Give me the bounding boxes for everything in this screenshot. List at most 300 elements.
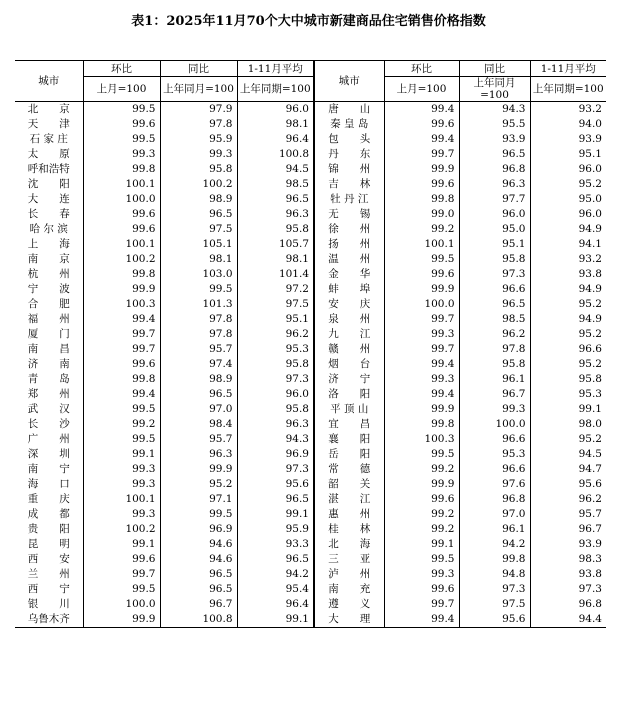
yoy-value: 99.5 — [160, 282, 237, 297]
city-name: 福 州 — [27, 313, 70, 325]
yoy-value: 99.3 — [160, 147, 237, 162]
city-name: 呼和浩特 — [27, 163, 70, 175]
col-group-mom-right: 环比 — [384, 61, 459, 77]
city-name: 襄 阳 — [314, 432, 384, 447]
avg-value: 93.9 — [530, 537, 606, 552]
city-name: 大 连 — [27, 193, 70, 205]
avg-value: 93.8 — [530, 267, 606, 282]
price-index-table — [15, 60, 606, 628]
avg-value: 97.3 — [530, 582, 606, 597]
mom-value: 99.8 — [83, 162, 160, 177]
avg-value: 95.9 — [237, 522, 314, 537]
yoy-value: 100.0 — [459, 417, 530, 432]
city-name: 银 川 — [27, 598, 70, 610]
yoy-value: 95.5 — [459, 117, 530, 132]
yoy-value: 96.5 — [459, 297, 530, 312]
mom-value: 99.7 — [384, 147, 459, 162]
table-row — [15, 612, 606, 628]
avg-value: 95.2 — [530, 432, 606, 447]
avg-value: 98.5 — [237, 177, 314, 192]
table-row — [15, 537, 606, 552]
avg-value: 100.8 — [237, 147, 314, 162]
mom-value: 100.1 — [83, 492, 160, 507]
yoy-value: 98.4 — [160, 417, 237, 432]
avg-value: 94.5 — [237, 162, 314, 177]
yoy-value: 96.8 — [459, 492, 530, 507]
table-row — [15, 402, 606, 417]
table-row — [15, 552, 606, 567]
mom-value: 99.4 — [83, 387, 160, 402]
mom-value: 99.5 — [83, 102, 160, 118]
yoy-value: 101.3 — [160, 297, 237, 312]
table-row — [15, 522, 606, 537]
avg-value: 95.0 — [530, 192, 606, 207]
city-name: 牡 丹 江 — [314, 192, 384, 207]
city-name: 湛 江 — [314, 492, 384, 507]
table-row — [15, 417, 606, 432]
city-name: 烟 台 — [314, 357, 384, 372]
yoy-value: 94.3 — [459, 102, 530, 118]
yoy-value: 97.9 — [160, 102, 237, 118]
mom-value: 100.1 — [83, 177, 160, 192]
avg-value: 96.4 — [237, 597, 314, 612]
yoy-value: 103.0 — [160, 267, 237, 282]
mom-value: 99.6 — [384, 177, 459, 192]
yoy-value: 99.5 — [160, 507, 237, 522]
city-name: 岳 阳 — [314, 447, 384, 462]
avg-value: 95.7 — [530, 507, 606, 522]
yoy-value: 97.3 — [459, 267, 530, 282]
yoy-value: 96.7 — [459, 387, 530, 402]
mom-value: 99.7 — [83, 567, 160, 582]
mom-value: 99.1 — [83, 537, 160, 552]
avg-value: 95.3 — [530, 387, 606, 402]
yoy-value: 95.7 — [160, 432, 237, 447]
table-row — [15, 492, 606, 507]
mom-value: 99.5 — [384, 552, 459, 567]
avg-value: 93.9 — [530, 132, 606, 147]
mom-value: 99.9 — [83, 612, 160, 628]
table-row — [15, 327, 606, 342]
city-name: 济 宁 — [314, 372, 384, 387]
city-name: 大 理 — [314, 612, 384, 628]
city-name: 上 海 — [27, 238, 70, 250]
yoy-value: 93.9 — [459, 132, 530, 147]
city-name: 昆 明 — [27, 538, 70, 550]
city-name: 天 津 — [27, 118, 70, 130]
city-name: 沈 阳 — [27, 178, 70, 190]
avg-value: 95.4 — [237, 582, 314, 597]
city-name: 秦 皇 岛 — [314, 117, 384, 132]
mom-value: 99.6 — [384, 582, 459, 597]
avg-value: 99.1 — [237, 612, 314, 628]
avg-value: 94.7 — [530, 462, 606, 477]
city-name: 唐 山 — [314, 102, 384, 118]
avg-value: 96.0 — [237, 387, 314, 402]
avg-value: 98.1 — [237, 252, 314, 267]
mom-value: 99.1 — [384, 537, 459, 552]
mom-value: 99.8 — [83, 372, 160, 387]
table-row — [15, 102, 606, 118]
city-name: 深 圳 — [27, 448, 70, 460]
city-name: 宜 昌 — [314, 417, 384, 432]
city-name: 徐 州 — [314, 222, 384, 237]
city-name: 杭 州 — [27, 268, 70, 280]
city-name: 兰 州 — [27, 568, 70, 580]
city-name: 泸 州 — [314, 567, 384, 582]
mom-value: 99.8 — [83, 267, 160, 282]
yoy-value: 98.1 — [160, 252, 237, 267]
table-row — [15, 132, 606, 147]
city-name: 郑 州 — [27, 388, 70, 400]
avg-value: 96.9 — [237, 447, 314, 462]
city-name: 重 庆 — [27, 493, 70, 505]
yoy-value: 97.0 — [160, 402, 237, 417]
city-name: 海 口 — [27, 478, 70, 490]
mom-value: 99.5 — [384, 252, 459, 267]
avg-value: 95.2 — [530, 297, 606, 312]
city-name: 广 州 — [27, 433, 70, 445]
city-name: 吉 林 — [314, 177, 384, 192]
avg-value: 96.7 — [530, 522, 606, 537]
table-row — [15, 297, 606, 312]
yoy-value: 95.8 — [459, 252, 530, 267]
mom-value: 99.9 — [83, 282, 160, 297]
avg-value: 95.1 — [237, 312, 314, 327]
yoy-value: 99.8 — [459, 552, 530, 567]
yoy-value: 97.5 — [459, 597, 530, 612]
mom-value: 99.4 — [384, 387, 459, 402]
city-name: 泉 州 — [314, 312, 384, 327]
avg-value: 94.9 — [530, 282, 606, 297]
yoy-value: 96.5 — [459, 147, 530, 162]
mom-value: 99.7 — [83, 342, 160, 357]
avg-value: 97.3 — [237, 462, 314, 477]
city-name: 厦 门 — [27, 328, 70, 340]
city-name: 宁 波 — [27, 283, 70, 295]
city-name: 成 都 — [27, 508, 70, 520]
avg-value: 96.8 — [530, 597, 606, 612]
yoy-value: 96.2 — [459, 327, 530, 342]
city-name: 贵 阳 — [27, 523, 70, 535]
yoy-value: 97.5 — [160, 222, 237, 237]
mom-value: 99.3 — [83, 477, 160, 492]
avg-value: 99.1 — [237, 507, 314, 522]
yoy-value: 99.3 — [459, 402, 530, 417]
mom-value: 99.6 — [83, 117, 160, 132]
yoy-value: 96.0 — [459, 207, 530, 222]
mom-value: 100.2 — [83, 522, 160, 537]
mom-value: 100.3 — [83, 297, 160, 312]
mom-value: 99.8 — [384, 192, 459, 207]
mom-value: 99.4 — [384, 357, 459, 372]
mom-value: 100.2 — [83, 252, 160, 267]
table-row — [15, 462, 606, 477]
mom-value: 99.9 — [384, 402, 459, 417]
avg-value: 95.3 — [237, 342, 314, 357]
city-name: 青 岛 — [27, 373, 70, 385]
mom-value: 99.0 — [384, 207, 459, 222]
city-name: 乌鲁木齐 — [15, 612, 83, 628]
avg-value: 96.4 — [237, 132, 314, 147]
avg-value: 105.7 — [237, 237, 314, 252]
avg-value: 96.3 — [237, 207, 314, 222]
city-name: 南 京 — [27, 253, 70, 265]
table-row — [15, 342, 606, 357]
avg-value: 95.2 — [530, 177, 606, 192]
avg-value: 98.0 — [530, 417, 606, 432]
city-name: 哈 尔 滨 — [29, 223, 68, 235]
avg-value: 94.5 — [530, 447, 606, 462]
yoy-value: 95.3 — [459, 447, 530, 462]
city-name: 长 沙 — [27, 418, 70, 430]
avg-value: 101.4 — [237, 267, 314, 282]
city-name: 洛 阳 — [314, 387, 384, 402]
city-name: 北 京 — [27, 103, 70, 115]
city-name: 石 家 庄 — [29, 133, 68, 145]
avg-value: 96.5 — [237, 192, 314, 207]
mom-value: 100.0 — [83, 192, 160, 207]
avg-value: 94.9 — [530, 222, 606, 237]
table-row — [15, 507, 606, 522]
mom-value: 99.2 — [384, 522, 459, 537]
yoy-value: 96.5 — [160, 567, 237, 582]
yoy-value: 97.0 — [459, 507, 530, 522]
table-row — [15, 477, 606, 492]
table-row — [15, 207, 606, 222]
avg-value: 95.8 — [237, 222, 314, 237]
mom-value: 100.0 — [384, 297, 459, 312]
mom-value: 99.5 — [83, 132, 160, 147]
yoy-value: 95.7 — [160, 342, 237, 357]
table-row — [15, 117, 606, 132]
city-name: 九 江 — [314, 327, 384, 342]
yoy-value: 98.9 — [160, 192, 237, 207]
mom-value: 99.3 — [384, 567, 459, 582]
table-row — [15, 597, 606, 612]
col-group-avg-right: 1-11月平均 — [530, 61, 606, 77]
mom-value: 99.3 — [384, 327, 459, 342]
avg-value: 96.0 — [237, 102, 314, 118]
col-sub-mom-right: 上月=100 — [384, 77, 459, 102]
mom-value: 99.1 — [83, 447, 160, 462]
table-row — [15, 177, 606, 192]
mom-value: 99.6 — [83, 222, 160, 237]
city-name: 西 宁 — [27, 583, 70, 595]
mom-value: 100.1 — [384, 237, 459, 252]
yoy-value: 97.1 — [160, 492, 237, 507]
avg-value: 94.3 — [237, 432, 314, 447]
mom-value: 99.9 — [384, 477, 459, 492]
city-name: 遵 义 — [314, 597, 384, 612]
city-name: 武 汉 — [27, 403, 70, 415]
city-name: 韶 关 — [314, 477, 384, 492]
avg-value: 96.0 — [530, 162, 606, 177]
yoy-value: 96.3 — [160, 447, 237, 462]
yoy-value: 105.1 — [160, 237, 237, 252]
avg-value: 93.8 — [530, 567, 606, 582]
mom-value: 99.6 — [384, 267, 459, 282]
yoy-value: 100.8 — [160, 612, 237, 628]
mom-value: 99.4 — [384, 132, 459, 147]
city-name: 北 海 — [314, 537, 384, 552]
yoy-value: 95.9 — [160, 132, 237, 147]
table-row — [15, 162, 606, 177]
yoy-value: 96.1 — [459, 522, 530, 537]
yoy-value: 97.8 — [160, 312, 237, 327]
city-name: 温 州 — [314, 252, 384, 267]
mom-value: 99.5 — [83, 402, 160, 417]
avg-value: 95.8 — [237, 402, 314, 417]
table-row — [15, 432, 606, 447]
city-name: 常 德 — [314, 462, 384, 477]
avg-value: 94.2 — [237, 567, 314, 582]
avg-value: 96.2 — [237, 327, 314, 342]
avg-value: 93.2 — [530, 252, 606, 267]
avg-value: 98.3 — [530, 552, 606, 567]
city-name: 蚌 埠 — [314, 282, 384, 297]
city-name: 西 安 — [27, 553, 70, 565]
yoy-value: 98.9 — [160, 372, 237, 387]
avg-value: 99.1 — [530, 402, 606, 417]
city-header-right: 城市 — [314, 61, 384, 102]
table-row — [15, 147, 606, 162]
mom-value: 99.7 — [384, 597, 459, 612]
yoy-value: 96.9 — [160, 522, 237, 537]
avg-value: 94.1 — [530, 237, 606, 252]
mom-value: 99.5 — [83, 432, 160, 447]
avg-value: 97.2 — [237, 282, 314, 297]
avg-value: 95.8 — [530, 372, 606, 387]
mom-value: 99.6 — [83, 357, 160, 372]
avg-value: 93.2 — [530, 102, 606, 118]
mom-value: 99.8 — [384, 417, 459, 432]
yoy-value: 94.8 — [459, 567, 530, 582]
city-name: 扬 州 — [314, 237, 384, 252]
mom-value: 100.0 — [83, 597, 160, 612]
avg-value: 95.8 — [237, 357, 314, 372]
city-name: 南 充 — [314, 582, 384, 597]
col-sub-avg-left: 上年同期=100 — [237, 77, 314, 102]
avg-value: 93.3 — [237, 537, 314, 552]
yoy-value: 94.2 — [459, 537, 530, 552]
mom-value: 99.3 — [384, 372, 459, 387]
yoy-value: 97.6 — [459, 477, 530, 492]
yoy-value: 96.6 — [459, 282, 530, 297]
yoy-value: 99.9 — [160, 462, 237, 477]
mom-value: 99.6 — [83, 207, 160, 222]
avg-value: 94.4 — [530, 612, 606, 628]
yoy-value: 95.6 — [459, 612, 530, 628]
city-name: 无 锡 — [314, 207, 384, 222]
yoy-value: 97.8 — [160, 327, 237, 342]
yoy-value: 96.5 — [160, 207, 237, 222]
city-name: 赣 州 — [314, 342, 384, 357]
mom-value: 99.2 — [384, 462, 459, 477]
yoy-value: 94.6 — [160, 537, 237, 552]
mom-value: 99.6 — [384, 492, 459, 507]
city-name: 太 原 — [27, 148, 70, 160]
avg-value: 96.6 — [530, 342, 606, 357]
table-row — [15, 447, 606, 462]
yoy-value: 96.1 — [459, 372, 530, 387]
mom-value: 99.6 — [384, 117, 459, 132]
yoy-value: 95.8 — [160, 162, 237, 177]
table-body — [15, 102, 606, 628]
yoy-value: 96.3 — [459, 177, 530, 192]
table-row — [15, 582, 606, 597]
mom-value: 99.2 — [384, 507, 459, 522]
city-name: 平 顶 山 — [314, 402, 384, 417]
yoy-value: 97.8 — [160, 117, 237, 132]
table-title: 表1：2025年11月70个大中城市新建商品住宅销售价格指数 — [131, 14, 486, 29]
avg-value: 96.5 — [237, 492, 314, 507]
avg-value: 96.0 — [530, 207, 606, 222]
mom-value: 99.7 — [384, 312, 459, 327]
mom-value: 99.3 — [83, 507, 160, 522]
avg-value: 97.5 — [237, 297, 314, 312]
mom-value: 99.6 — [83, 552, 160, 567]
mom-value: 99.2 — [384, 222, 459, 237]
mom-value: 99.3 — [83, 462, 160, 477]
col-group-avg-left: 1-11月平均 — [237, 61, 314, 77]
col-group-yoy-right: 同比 — [459, 61, 530, 77]
mom-value: 99.5 — [384, 447, 459, 462]
table-row — [15, 192, 606, 207]
table-row — [15, 282, 606, 297]
mom-value: 99.4 — [384, 612, 459, 628]
mom-value: 99.4 — [384, 102, 459, 118]
col-group-mom-left: 环比 — [83, 61, 160, 77]
table-row — [15, 252, 606, 267]
avg-value: 95.6 — [237, 477, 314, 492]
yoy-value: 98.5 — [459, 312, 530, 327]
yoy-value: 100.2 — [160, 177, 237, 192]
col-group-yoy-left: 同比 — [160, 61, 237, 77]
col-sub-yoy-left: 上年同月=100 — [160, 77, 237, 102]
mom-value: 99.7 — [83, 327, 160, 342]
avg-value: 94.9 — [530, 312, 606, 327]
table-row — [15, 312, 606, 327]
city-name: 安 庆 — [314, 297, 384, 312]
city-name: 金 华 — [314, 267, 384, 282]
col-sub-mom-left: 上月=100 — [83, 77, 160, 102]
avg-value: 96.2 — [530, 492, 606, 507]
table-row — [15, 357, 606, 372]
city-name: 三 亚 — [314, 552, 384, 567]
avg-value: 95.6 — [530, 477, 606, 492]
city-name: 锦 州 — [314, 162, 384, 177]
mom-value: 100.1 — [83, 237, 160, 252]
avg-value: 98.1 — [237, 117, 314, 132]
avg-value: 94.0 — [530, 117, 606, 132]
city-name: 桂 林 — [314, 522, 384, 537]
mom-value: 100.3 — [384, 432, 459, 447]
avg-value: 95.2 — [530, 327, 606, 342]
table-row — [15, 387, 606, 402]
yoy-value: 95.2 — [160, 477, 237, 492]
city-name: 惠 州 — [314, 507, 384, 522]
city-name: 南 宁 — [27, 463, 70, 475]
table-row — [15, 222, 606, 237]
yoy-value: 97.8 — [459, 342, 530, 357]
yoy-value: 96.8 — [459, 162, 530, 177]
yoy-value: 95.8 — [459, 357, 530, 372]
mom-value: 99.2 — [83, 417, 160, 432]
yoy-value: 96.5 — [160, 582, 237, 597]
city-name: 丹 东 — [314, 147, 384, 162]
mom-value: 99.9 — [384, 162, 459, 177]
